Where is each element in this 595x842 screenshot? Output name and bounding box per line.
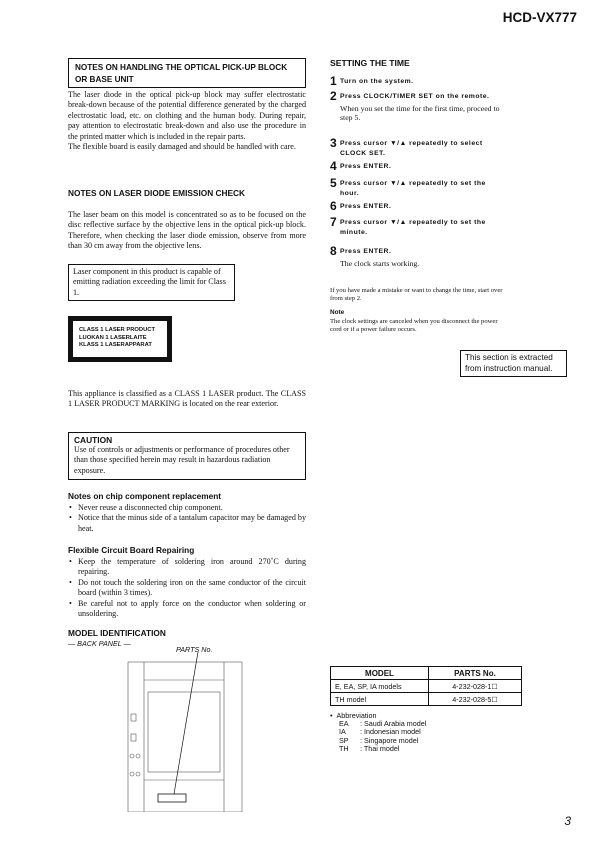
laser-text: The laser beam on this model is concentrated so as to be focused on the disc reflective surface by the objective lens in the optical pick-up block. Therefore, when checking the laser diode emission, observe from more than 30 cm away from the objective lens. bbox=[68, 210, 306, 251]
table-cell-parts: 4-232-028-5☐ bbox=[429, 693, 522, 706]
abbreviation-code: EA bbox=[339, 719, 349, 729]
step-number: 4 bbox=[330, 159, 337, 173]
panel-terminal bbox=[130, 754, 134, 758]
class1-label bbox=[68, 316, 172, 362]
abbreviation-desc: : Saudi Arabia model bbox=[360, 719, 427, 729]
chip-heading: Notes on chip component replacement bbox=[68, 491, 222, 501]
panel-terminal bbox=[136, 772, 140, 776]
label-line-2: LUOKAN 1 LASERLAITE bbox=[79, 334, 147, 341]
panel-inner bbox=[148, 692, 220, 772]
model-title: HCD-VX777 bbox=[502, 10, 577, 25]
step-1 bbox=[330, 75, 500, 87]
back-panel-label: — BACK PANEL — bbox=[68, 639, 131, 648]
step-7 bbox=[330, 216, 500, 237]
step-number: 5 bbox=[330, 176, 337, 190]
model-id-heading: MODEL IDENTIFICATION bbox=[68, 628, 166, 638]
chip-item: • Notice that the minus side of a tantalum capacitor may be damaged by heat. bbox=[68, 513, 306, 534]
table-cell-model: TH model bbox=[331, 693, 429, 706]
abbreviation-desc: : Singapore model bbox=[360, 735, 419, 745]
table-row bbox=[331, 680, 522, 693]
table-cell-model: E, EA, SP, IA models bbox=[331, 680, 429, 693]
flex-heading: Flexible Circuit Board Repairing bbox=[68, 545, 195, 555]
abbreviation-code: TH bbox=[339, 743, 349, 753]
panel-outline bbox=[128, 662, 242, 812]
table-header: PARTS No. bbox=[429, 667, 522, 680]
parts-table bbox=[330, 666, 522, 706]
step-text: Press ENTER. bbox=[340, 248, 392, 255]
bullet: • bbox=[330, 711, 337, 720]
flex-item: • Do not touch the soldering iron on the same conductor of the circuit board (within 3 times). bbox=[68, 578, 306, 599]
caution-text: Use of controls or adjustments or performance of procedures other than those specified herein may result in hazardous radiation exposure. bbox=[74, 445, 290, 475]
laser-component-box bbox=[68, 264, 235, 301]
laser-heading: NOTES ON LASER DIODE EMISSION CHECK bbox=[68, 188, 246, 198]
panel-jack bbox=[131, 714, 136, 721]
table-header: MODEL bbox=[331, 667, 429, 680]
step-2 bbox=[330, 90, 500, 123]
page-number: 3 bbox=[564, 814, 571, 828]
caution-heading: CAUTION bbox=[74, 435, 113, 445]
pickup-section bbox=[68, 90, 306, 152]
abbreviation-desc: : Indonesian model bbox=[360, 727, 421, 737]
chip-list bbox=[68, 503, 306, 534]
table-cell-parts: 4-232-028-1☐ bbox=[429, 680, 522, 693]
panel-terminal bbox=[136, 754, 140, 758]
step-text: Turn on the system. bbox=[340, 78, 414, 85]
panel-jack bbox=[131, 734, 136, 741]
pickup-heading: NOTES ON HANDLING THE OPTICAL PICK-UP BLOCK OR BASE UNIT bbox=[75, 63, 288, 84]
extract-text: This section is extracted from instruction manual. bbox=[465, 353, 553, 373]
step-text: Press CLOCK/TIMER SET on the remote. bbox=[340, 93, 490, 100]
step-3 bbox=[330, 137, 500, 158]
note-text: The clock settings are canceled when you disconnect the power cord or if a power failure occurs. bbox=[330, 318, 498, 334]
table-row bbox=[331, 693, 522, 706]
flexible-text: The flexible board is easily damaged and should be handled with care. bbox=[68, 142, 296, 152]
flex-list bbox=[68, 557, 306, 619]
table-header-row bbox=[331, 667, 522, 680]
abbreviation-code: IA bbox=[339, 727, 346, 737]
abbreviation-heading: Abbreviation bbox=[336, 711, 377, 720]
back-panel-diagram bbox=[120, 652, 250, 812]
step-8 bbox=[330, 245, 500, 268]
pickup-text: The laser diode in the optical pick-up block may suffer electrostatic break-down because of the potential difference generated by the charged electrostatic load, etc. on clothing and the human body. During repair, pay attention to electrostatic break-down and also use the procedure in the printed matter which is included in the repair parts. bbox=[68, 90, 306, 141]
panel-terminal bbox=[130, 772, 134, 776]
step-number: 3 bbox=[330, 136, 337, 150]
parts-label-position bbox=[158, 794, 186, 802]
abbreviation-code: SP bbox=[339, 735, 349, 745]
note-heading: Note bbox=[330, 309, 345, 316]
abbreviation-desc: : Thai model bbox=[360, 743, 400, 753]
caution-box bbox=[68, 432, 306, 480]
abbreviation-row bbox=[330, 745, 426, 753]
flex-item: • Keep the temperature of soldering iron around 270˚C during repairing. bbox=[68, 557, 306, 578]
step-4 bbox=[330, 160, 500, 172]
step-text: Press cursor ▼/▲ repeatedly to select CLOCK SET. bbox=[340, 140, 483, 157]
step-subtext: When you set the time for the first time, proceed to step 5. bbox=[340, 103, 500, 123]
parts-pointer-line bbox=[174, 652, 198, 794]
step-number: 2 bbox=[330, 89, 337, 103]
step-number: 6 bbox=[330, 199, 337, 213]
step-number: 7 bbox=[330, 215, 337, 229]
chip-item: • Never reuse a disconnected chip component. bbox=[68, 503, 306, 513]
flex-item: • Be careful not to apply force on the conductor when soldering or unsoldering. bbox=[68, 599, 306, 620]
extract-box bbox=[460, 350, 567, 377]
step-text: Press ENTER. bbox=[340, 203, 392, 210]
laser-component-text: Laser component in this product is capable of emitting radiation exceeding the limit for Class 1. bbox=[73, 267, 226, 297]
label-line-3: KLASS 1 LASERAPPARAT bbox=[79, 342, 152, 348]
class1-text: This appliance is classified as a CLASS 1 LASER product. The CLASS 1 LASER PRODUCT MARKING is located on the rear exterior. bbox=[68, 389, 306, 409]
abbreviation-block bbox=[330, 712, 426, 753]
step-number: 1 bbox=[330, 74, 337, 88]
class1-label-inner bbox=[73, 321, 167, 357]
step-text: Press cursor ▼/▲ repeatedly to set the hour. bbox=[340, 180, 486, 197]
step-text: Press cursor ▼/▲ repeatedly to set the minute. bbox=[340, 219, 486, 236]
step-6 bbox=[330, 200, 500, 212]
parts-no-label: PARTS No. bbox=[176, 645, 213, 654]
step-number: 8 bbox=[330, 244, 337, 258]
pickup-heading-box bbox=[68, 58, 306, 88]
mistake-note: If you have made a mistake or want to change the time, start over from step 2. bbox=[330, 287, 503, 303]
step-subtext: The clock starts working. bbox=[340, 258, 420, 268]
label-line-1: CLASS 1 LASER PRODUCT bbox=[79, 327, 156, 333]
step-text: Press ENTER. bbox=[340, 163, 392, 170]
step-5 bbox=[330, 177, 500, 198]
time-heading: SETTING THE TIME bbox=[330, 58, 410, 68]
